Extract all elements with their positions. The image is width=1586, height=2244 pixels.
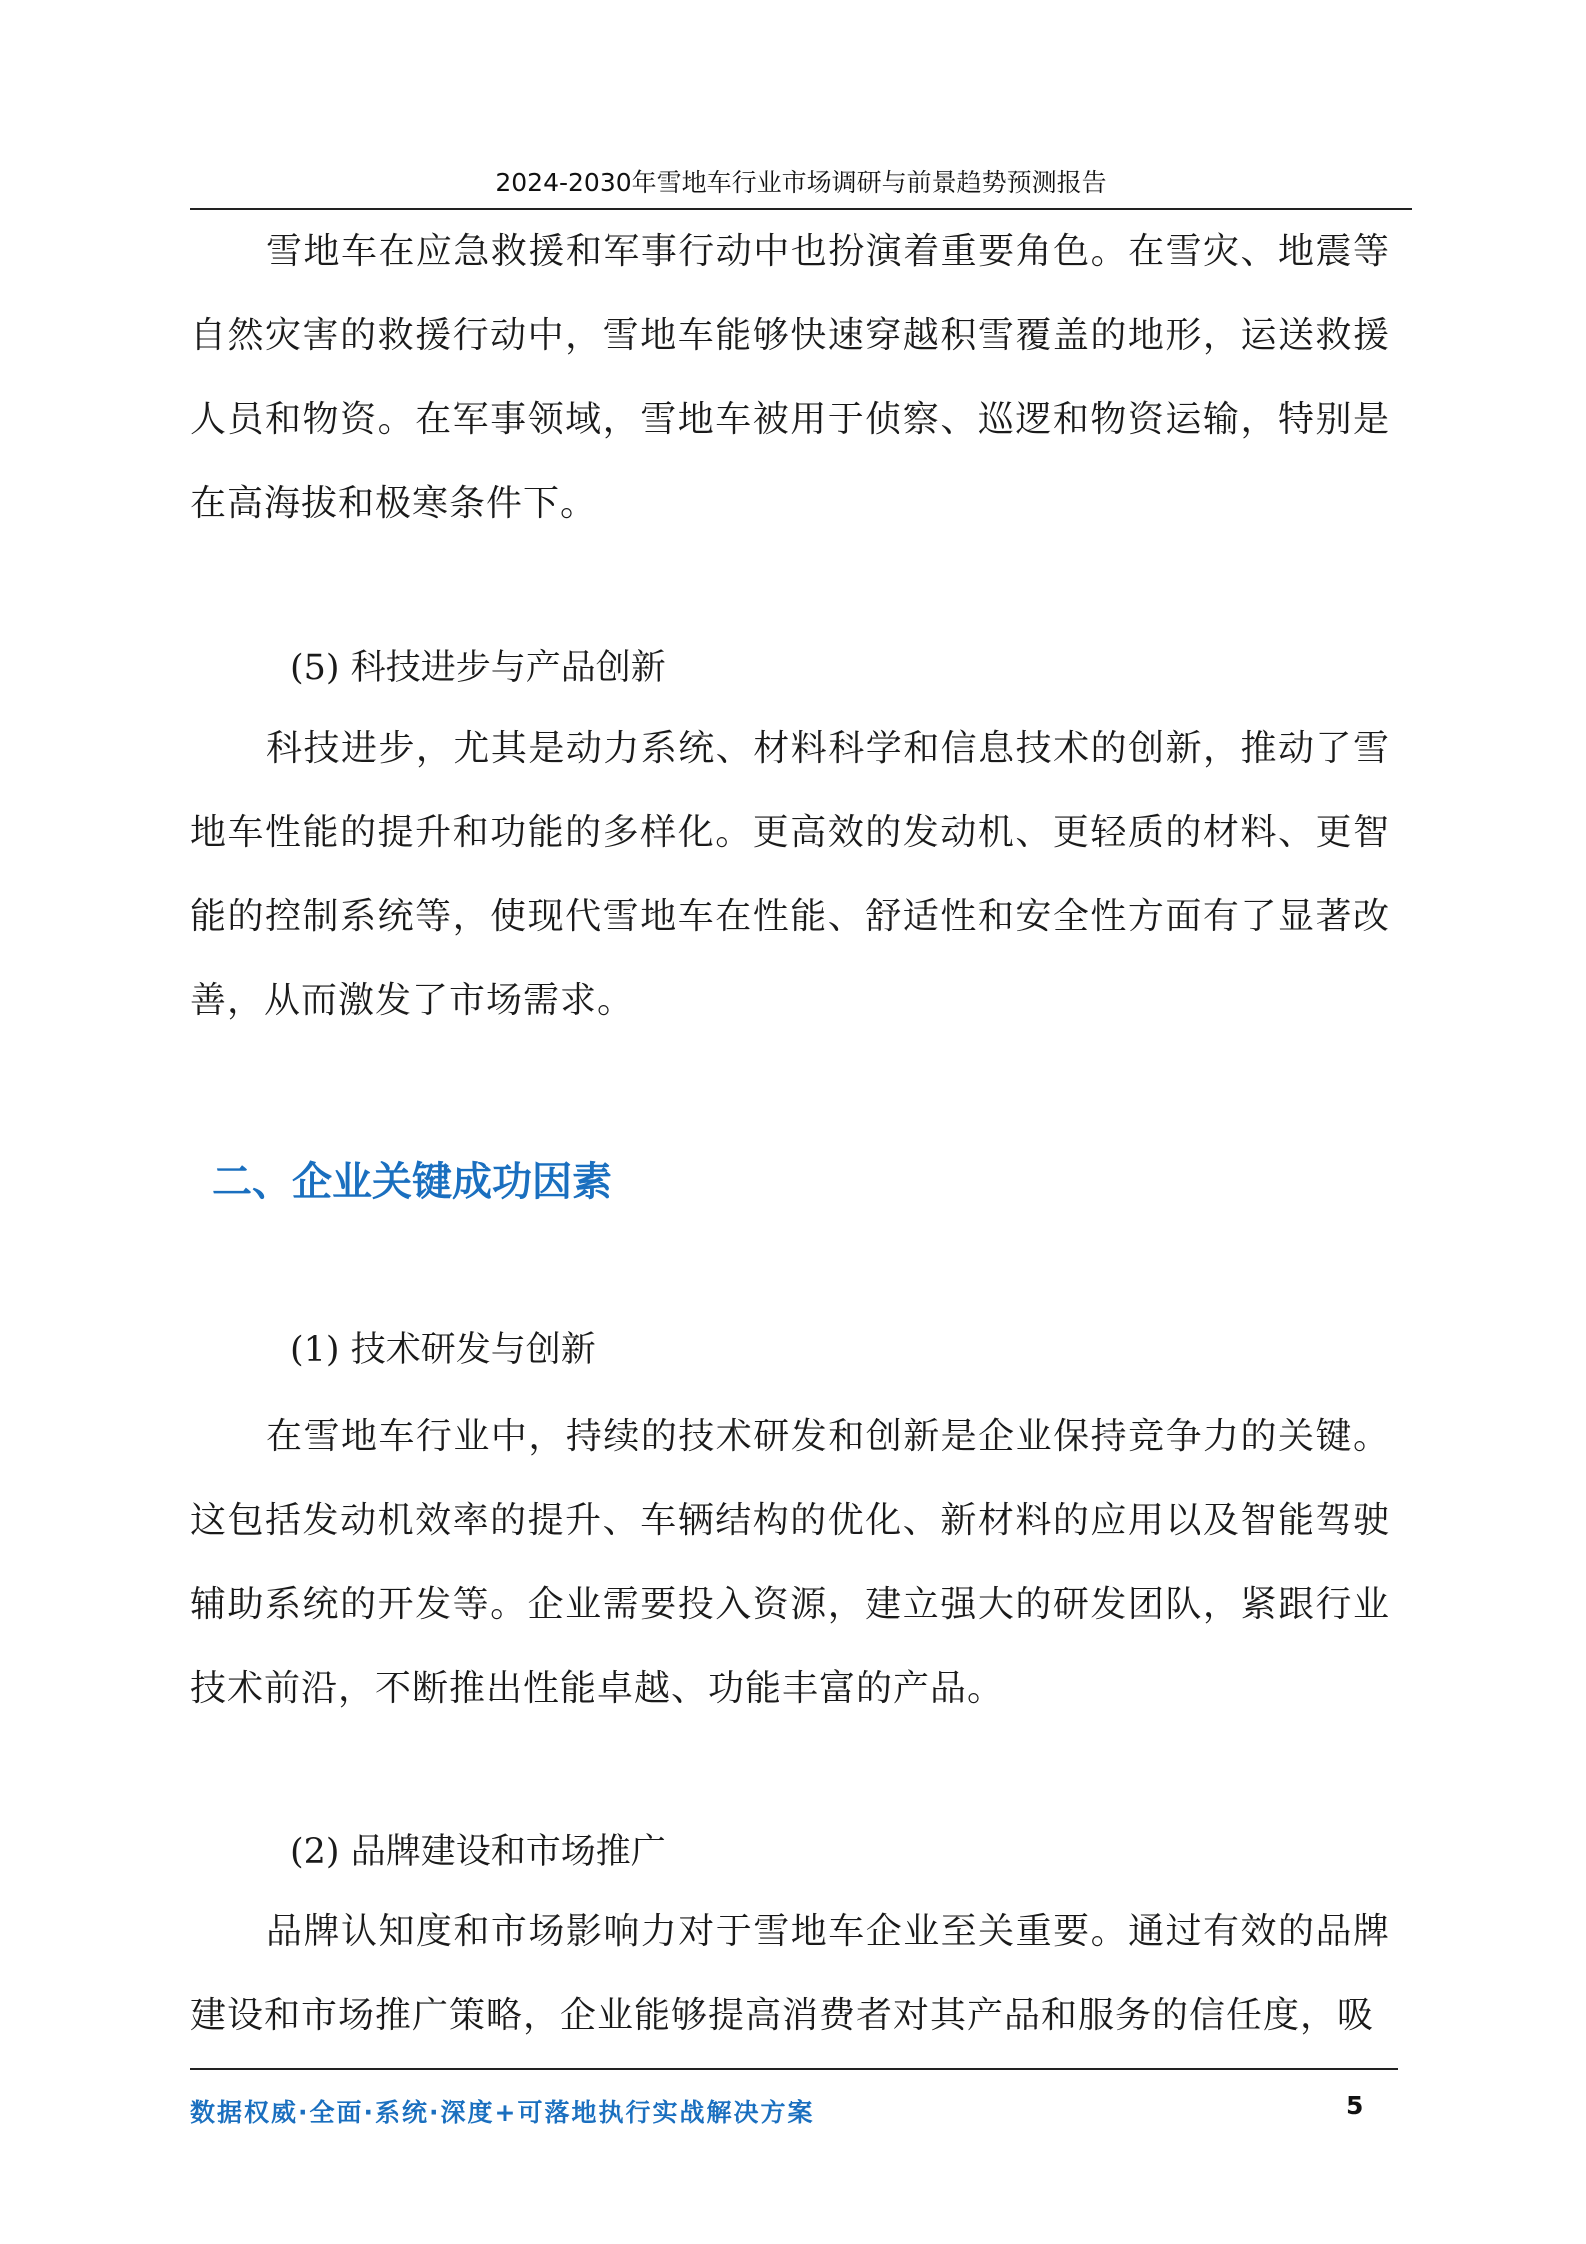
- subheading-rd-innovation: (1) 技术研发与创新: [290, 1330, 596, 1370]
- subheading-tech-progress: (5) 科技进步与产品创新: [290, 648, 666, 688]
- footer-slogan: 数据权威·全面·系统·深度+可落地执行实战解决方案: [190, 2098, 815, 2127]
- page-header-title: 2024-2030年雪地车行业市场调研与前景趋势预测报告: [495, 168, 1107, 197]
- paragraph-rescue: 雪地车在应急救援和军事行动中也扮演着重要角色。在雪灾、地震等自然灾害的救援行动中，雪地车能够快速穿越积雪覆盖的地形，运送救援人员和物资。在军事领域，雪地车被用于侦察、巡逻和物资运输，特别是在高海拔和极寒条件下。: [190, 231, 1390, 524]
- paragraph-brand-marketing: 品牌认知度和市场影响力对于雪地车企业至关重要。通过有效的品牌建设和市场推广策略，企业能够提高消费者对其产品和服务的信任度，吸: [190, 1911, 1390, 2036]
- paragraph-tech-progress: 科技进步，尤其是动力系统、材料科学和信息技术的创新，推动了雪地车性能的提升和功能的多样化。更高效的发动机、更轻质的材料、更智能的控制系统等，使现代雪地车在性能、舒适性和安全性方面有了显著改善，从而激发了市场需求。: [190, 728, 1390, 1021]
- paragraph-rd-innovation: 在雪地车行业中，持续的技术研发和创新是企业保持竞争力的关键。这包括发动机效率的提升、车辆结构的优化、新材料的应用以及智能驾驶辅助系统的开发等。企业需要投入资源，建立强大的研发团队，紧跟行业技术前沿，不断推出性能卓越、功能丰富的产品。: [190, 1416, 1390, 1709]
- footer-divider: [190, 2068, 1398, 2070]
- page-number: 5: [1346, 2091, 1364, 2120]
- subheading-brand-marketing: (2) 品牌建设和市场推广: [290, 1832, 666, 1872]
- section-title-key-success-factors: 二、企业关键成功因素: [212, 1159, 612, 1205]
